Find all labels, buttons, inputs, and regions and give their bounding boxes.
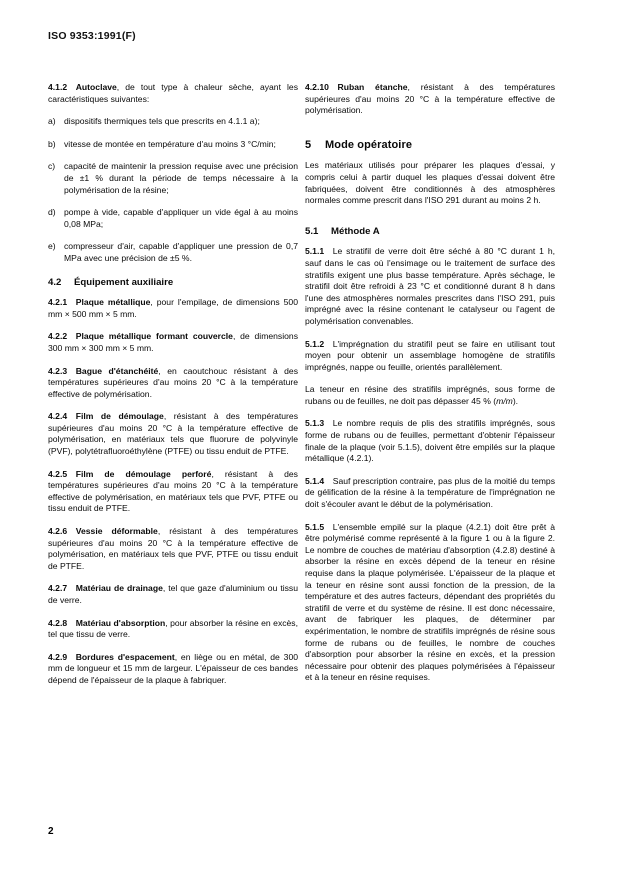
clause-number: 4.2.2	[48, 331, 68, 342]
clause-term: Film de démoulage perforé	[75, 468, 212, 479]
clause-5-1-5	[305, 522, 555, 684]
clause-number: 4.2.10	[305, 82, 329, 92]
clause-text: , tel que gaze d'aluminium ou tissu de verre.	[48, 583, 299, 605]
list-item	[48, 207, 298, 230]
clause-number: 4.1.2	[48, 82, 68, 92]
clause-4-2-1	[48, 297, 298, 320]
heading-title: Équipement auxiliaire	[74, 276, 174, 288]
clause-number: 5.1.2	[305, 338, 325, 349]
clause-number: 4.2.3	[48, 365, 68, 376]
spacer	[305, 218, 555, 226]
clause-number: 4.2.5	[48, 468, 68, 479]
list-item	[48, 161, 298, 196]
note-italic-symbol: m/m	[496, 395, 513, 406]
list-item	[48, 139, 298, 151]
lettered-list-4-1-2	[48, 116, 298, 264]
right-column	[305, 82, 555, 684]
clause-4-1-2	[48, 82, 298, 105]
clause-text: , de tout type à chaleur sèche, ayant les caractéristiques suivantes:	[48, 82, 298, 104]
list-item	[48, 241, 298, 264]
heading-number: 4.2	[48, 276, 62, 288]
clause-4-2-3	[48, 366, 298, 401]
clause-5-1-1	[305, 246, 555, 327]
clause-number: 5.1.4	[305, 475, 325, 486]
clause-term: Bordures d'espacement	[75, 651, 175, 662]
clause-term: Plaque métallique	[75, 297, 151, 308]
list-item-text: capacité de maintenir la pression requise avec une précision de ±1 % durant la période de temps nécessaire à la polymérisation de la résine;	[64, 161, 298, 195]
clause-number: 4.2.6	[48, 526, 68, 537]
clause-4-2-2	[48, 331, 298, 354]
heading-4-2	[48, 277, 298, 289]
clause-text: , résistant à des températures supérieures d'au moins 20 °C à la température effective de polymérisation, en matériaux tels que fluorure de polyvinyle (PVF), polytétrafluoroéthylène (PTFE) ou tissu enduit de PTFE.	[48, 411, 298, 457]
heading-number: 5	[305, 138, 312, 151]
clause-text: L'imprégnation du stratifil peut se faire en utilisant tout moyen pour obtenir un assemblage homogène de stratifils imprégnés, nappe ou feuille, orientés parallèlement.	[305, 338, 555, 372]
clause-5-1-3	[305, 418, 555, 464]
heading-5	[305, 140, 555, 152]
intro-paragraph-5: Les matériaux utilisés pour préparer les plaques d'essai, y compris celui à partir duquel les plaques d'essai doivent être fabriquées, doivent être conditionnés à des atmosphères normales comme prescrit dans l'ISO 291 durant au moins 2 h.	[305, 160, 555, 206]
list-marker: c)	[48, 161, 56, 172]
list-item-text: dispositifs thermiques tels que prescrits en 4.1.1 a);	[64, 116, 260, 127]
clause-term: Vessie déformable	[75, 526, 158, 537]
clause-number: 4.2.4	[48, 411, 68, 422]
clause-term: Bague d'étanchéité	[75, 365, 159, 376]
clause-text: , pour l'empilage, de dimensions 500 mm × 500 mm × 5 mm.	[48, 297, 298, 319]
running-head: ISO 9353:1991(F)	[48, 30, 136, 42]
clause-4-2-6	[48, 526, 298, 572]
clause-term: Film de démoulage	[75, 411, 164, 422]
clause-text: , de dimensions 300 mm × 300 mm × 5 mm.	[48, 331, 298, 353]
heading-title: Mode opératoire	[325, 138, 413, 151]
clause-number: 4.2.9	[48, 651, 68, 662]
left-column	[48, 82, 298, 687]
heading-title: Méthode A	[331, 225, 380, 237]
clause-number: 4.2.7	[48, 583, 68, 594]
clause-text: Le nombre requis de plis des stratifils imprégnés, sous forme de rubans ou de feuilles, permettant d'obtenir l'épaisseur finale de la plaque (voir 5.1.5), doivent être empilés sur la plaque métallique (4.2.1).	[305, 418, 555, 464]
clause-term: Matériau de drainage	[75, 583, 163, 594]
clause-number: 4.2.1	[48, 297, 68, 308]
list-item	[48, 116, 298, 128]
clause-text: , en liège ou en métal, de 300 mm de longueur et 15 mm de largeur. L'épaisseur de ces bandes dépend de l'épaisseur de la plaque à fabriquer.	[48, 651, 299, 685]
clause-term: Plaque métallique formant couvercle	[75, 331, 233, 342]
clause-term: Ruban étanche	[337, 82, 408, 92]
list-marker: b)	[48, 138, 56, 149]
note-text-before: La teneur en résine des stratifils imprégnés, sous forme de rubans ou de feuilles, ne doit pas dépasser 45 % (	[305, 384, 555, 406]
clause-term: Autoclave	[75, 82, 117, 92]
clause-4-2-5	[48, 469, 298, 515]
clause-4-2-7	[48, 583, 298, 606]
clause-text: , pour absorber la résine en excès, tel que tissu de verre.	[48, 617, 298, 640]
clause-4-2-10	[305, 82, 555, 117]
clause-4-2-8	[48, 618, 298, 641]
clause-number: 5.1.5	[305, 521, 325, 532]
clause-text: , résistant à des températures supérieures d'au moins 20 °C à la température effective de polymérisation.	[305, 82, 555, 116]
clause-text: Le stratifil de verre doit être séché à 80 °C durant 1 h, sauf dans le cas où l'ensimage ou le traitement de surface des stratifils exigent une plus basse température. Après séchage, le stratifil doit être refroidi à 23 °C et conditionné durant 8 h dans l'une des atmosphères normales prescrites dans l'ISO 291, puis imprégné avec la résine contenant le catalyseur ou l'agent de polymérisation convenables.	[305, 246, 555, 326]
note-resin-content	[305, 384, 555, 407]
clause-text: , en caoutchouc résistant à des températures supérieures d'au moins 20 °C à la température effective de polymérisation.	[48, 365, 299, 399]
list-marker: d)	[48, 207, 56, 218]
clause-text: , résistant à des températures supérieures d'au moins 20 °C à la température effective de polymérisation, en matériaux tels que PVF, PTFE ou tissu enduit de PTFE.	[48, 468, 298, 514]
clause-number: 5.1.3	[305, 418, 325, 429]
clause-text: Sauf prescription contraire, pas plus de la moitié du temps de gélification de la résine à la température de l'imprégnation ne doit s'écouler avant le début de la polymérisation.	[305, 475, 555, 510]
list-marker: e)	[48, 241, 56, 252]
clause-4-2-4	[48, 411, 298, 457]
list-item-text: compresseur d'air, capable d'appliquer une pression de 0,7 MPa avec une précision de ±5 %.	[64, 241, 298, 263]
spacer	[48, 265, 298, 277]
clause-text: L'ensemble empilé sur la plaque (4.2.1) doit être prêt à être polymérisé comme représenté à la figure 1 ou à la figure 2. Le nombre de couches de matériau d'absorption (4.2.8) destiné à absorber la résine en excès dépend de la teneur en résine requise dans la plaque polymérisée. L'épaisseur de la plaque et la teneur en résine sont aussi fonction de la pression, de la température et des autres facteurs, dépendant des propriétés du stratifil de verre et du système de résine. Il est donc nécessaire, avant de fabriquer les plaques, de déterminer par expérimentation, le nombre de stratifils imprégnés de résine sous forme de rubans ou de feuilles, le nombre de couches d'absorption pour absorber la résine en excès, et la pression nécessaire pour obtenir des plaques polymérisées à l'épaisseur et à la teneur en résine requises.	[305, 521, 555, 683]
page-number: 2	[48, 826, 54, 837]
clause-text: , résistant à des températures supérieures d'au moins 20 °C à la température effective de polymérisation, en matériaux tels que PVF, PTFE ou tissu enduit de PTFE.	[48, 526, 298, 571]
heading-number: 5.1	[305, 225, 319, 237]
list-marker: a)	[48, 116, 56, 127]
clause-number: 5.1.1	[305, 246, 325, 257]
note-text-after: ).	[512, 395, 519, 406]
clause-term: Matériau d'absorption	[75, 617, 166, 628]
clause-number: 4.2.8	[48, 617, 68, 628]
list-item-text: vitesse de montée en température d'au moins 3 °C/min;	[64, 138, 276, 149]
clause-5-1-2	[305, 339, 555, 374]
list-item-text: pompe à vide, capable d'appliquer un vide égal à au moins 0,08 MPa;	[64, 207, 298, 229]
clause-4-2-9	[48, 652, 298, 687]
heading-5-1	[305, 226, 555, 238]
clause-5-1-4	[305, 476, 555, 511]
